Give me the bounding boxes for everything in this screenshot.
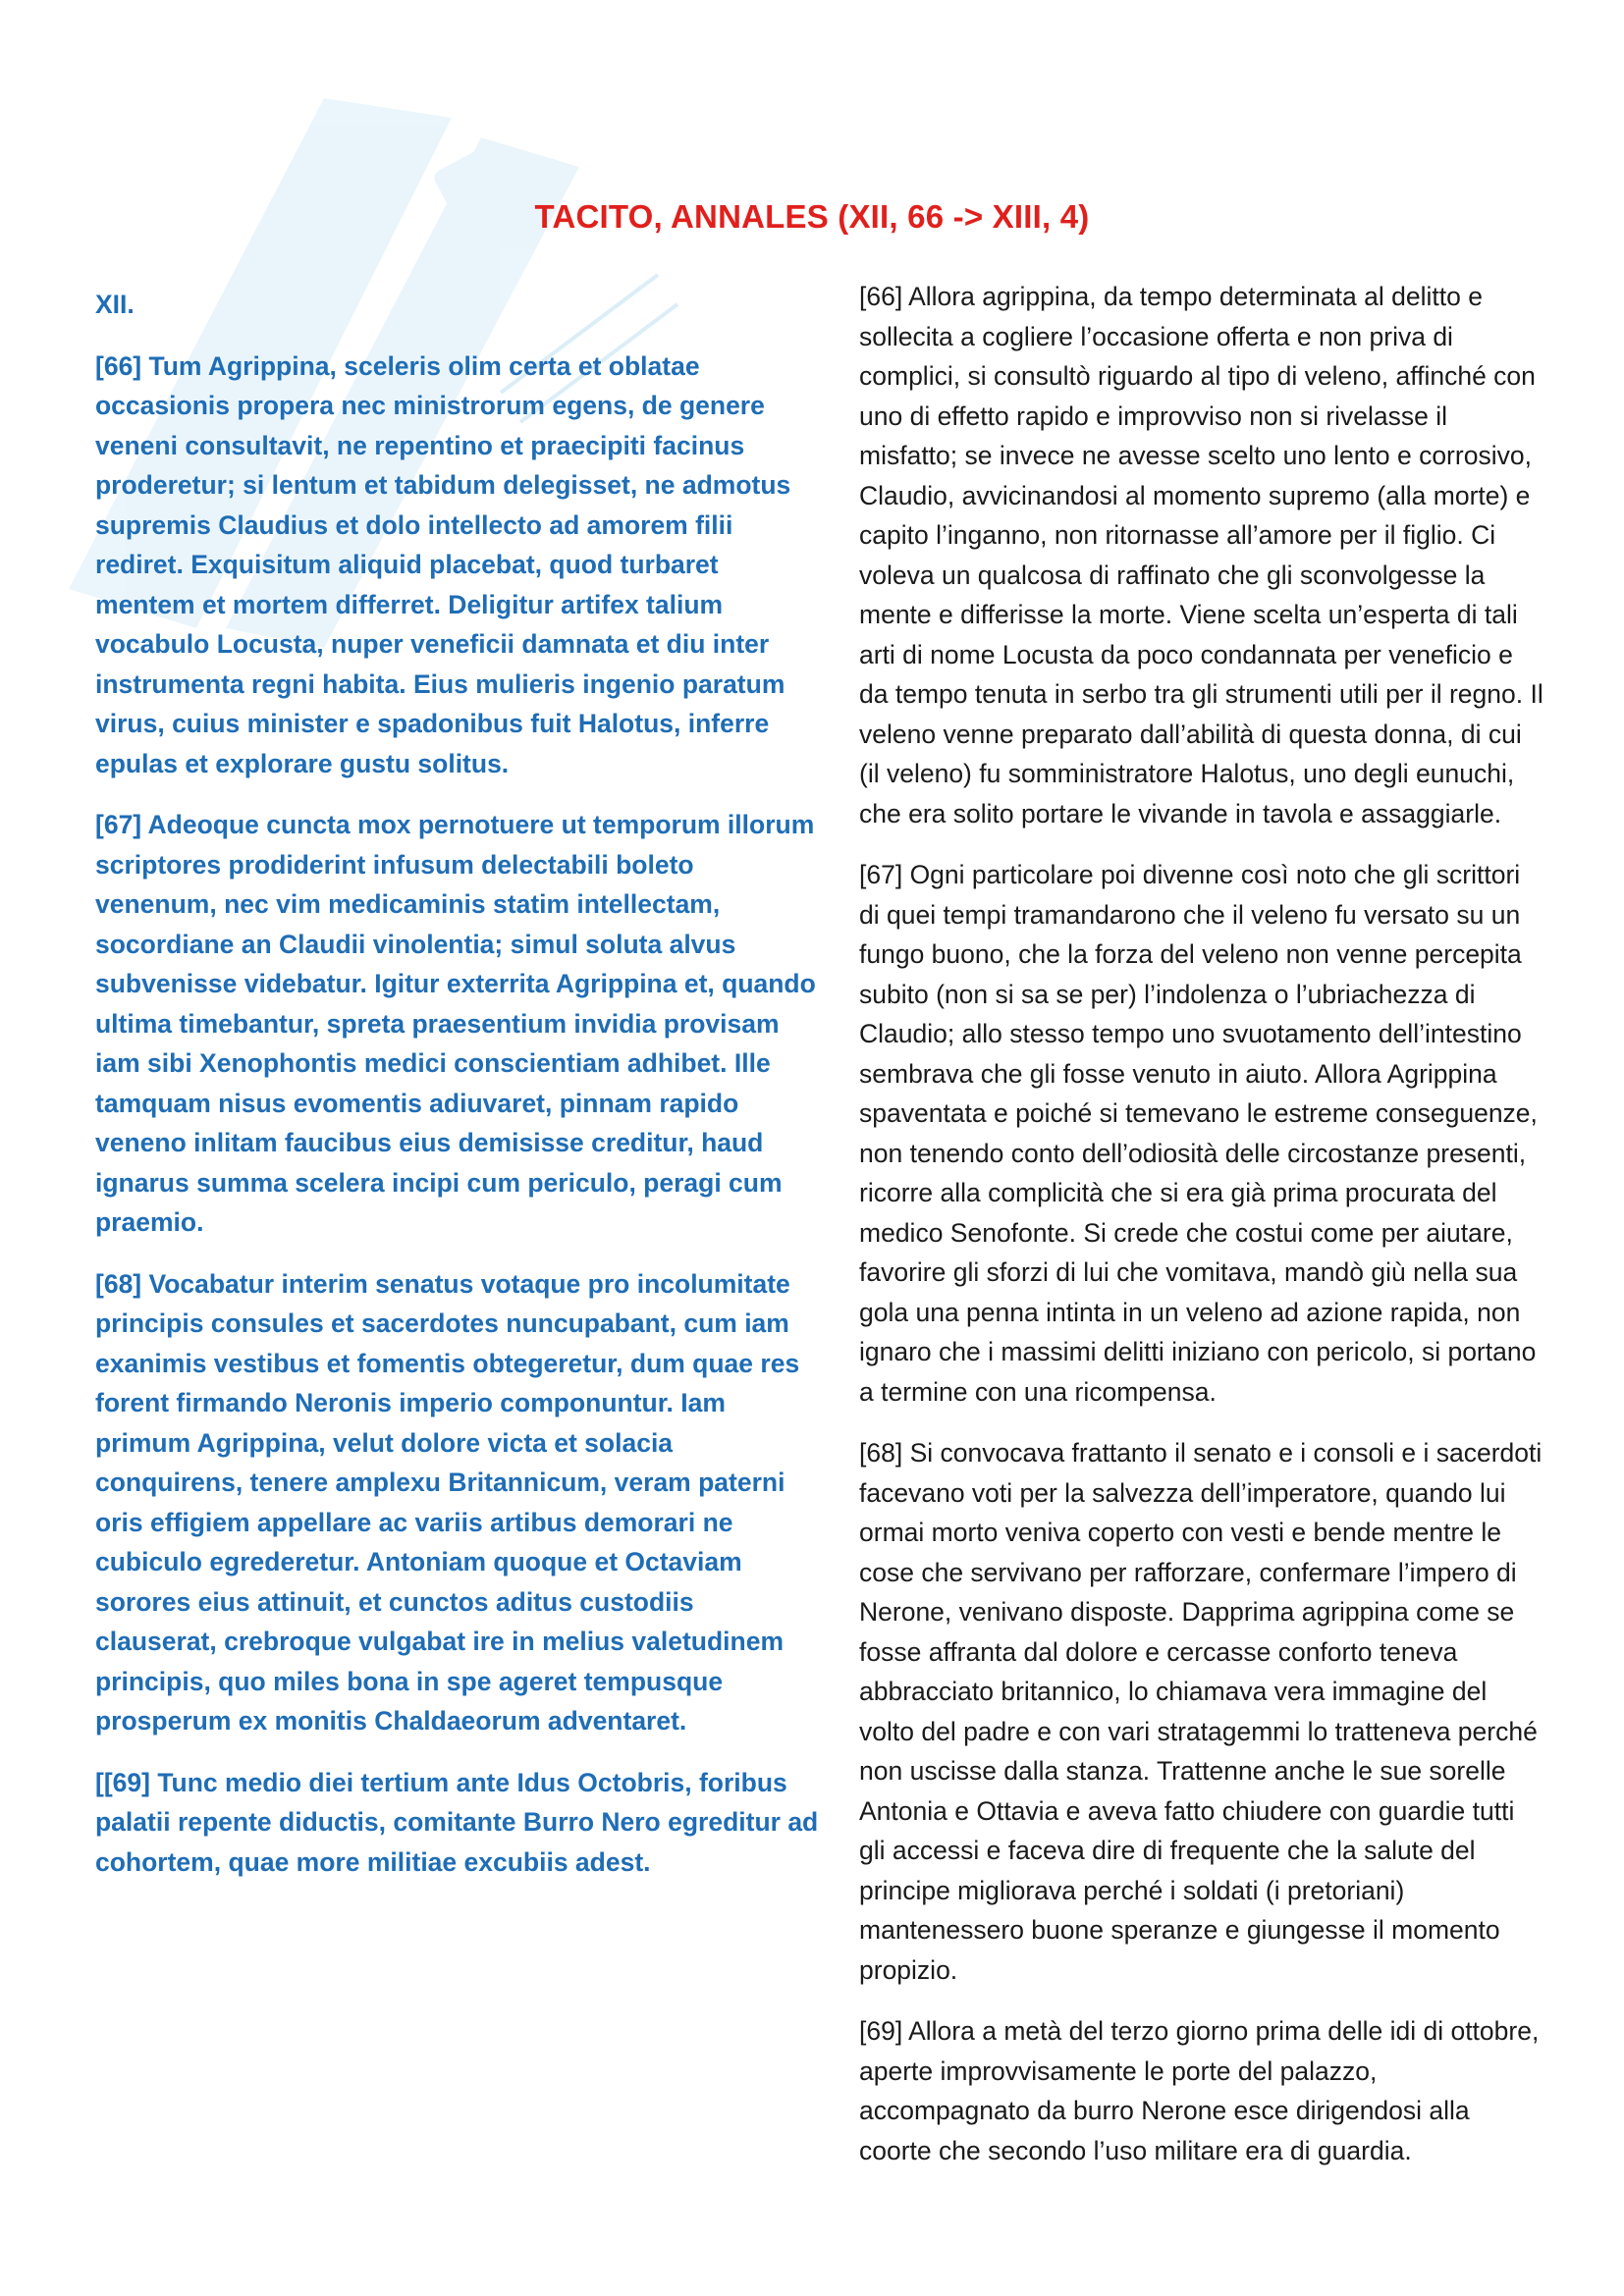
book-heading: XII. xyxy=(95,290,135,319)
italian-paragraph-66: [66] Allora agrippina, da tempo determinata al delitto e sollecita a cogliere l’occasione offerta e non priva di complici, si consultò riguardo al tipo di veleno, affinché con uno di effetto rapido e improvviso non si rivelasse il misfatto; se invece ne avesse scelto uno lento e corrosivo, Claudio, avvicinandosi al momento supremo (alla morte) e capito l’inganno, non ritornasse all’amore per il figlio. Ci voleva un qualcosa di raffinato che gli sconvolgesse la mente e differisse la morte. Viene scelta un’esperta di tali arti di nome Locusta da poco condannata per veneficio e da tempo tenuta in serbo tra gli strumenti utili per il regno. Il veleno venne preparato dall’abilità di questa donna, di cui (il veleno) fu somministratore Halotus, uno degli eunuchi, che era solito portare le vivande in tavola e assaggiarle. xyxy=(859,282,1543,828)
document-title: TACITO, ANNALES (XII, 66 -> XIII, 4) xyxy=(534,198,1090,235)
italian-translation-column xyxy=(859,277,1546,2192)
italian-paragraph-67: [67] Ogni particolare poi divenne così noto che gli scrittori di quei tempi tramandarono che il veleno fu versato su un fungo buono, che la forza del veleno non venne percepita subito (non si sa se per) l’indolenza o l’ubriachezza di Claudio; allo stesso tempo uno svuotamento dell’intestino sembrava che gli fosse venuto in aiuto. Allora Agrippina spaventata e poiché si temevano le estreme conseguenze, non tenendo conto dell’odiosità delle circostanze presenti, ricorre alla complicità che si era già prima procurata del medico Senofonte. Si crede che costui come per aiutare, favorire gli sforzi di lui che vomitava, mandò giù nella sua gola una penna intinta in un veleno ad azione rapida, non ignaro che i massimi delitti iniziano con pericolo, si portano a termine con una ricompensa. xyxy=(859,860,1538,1407)
latin-text-column xyxy=(95,285,820,1903)
latin-paragraph-67: [67] Adeoque cuncta mox pernotuere ut temporum illorum scriptores prodiderint infusum delectabili boleto venenum, nec vim medicaminis statim intellectam, socordiane an Claudii vinolentia; simul soluta alvus subvenisse videbatur. Igitur exterrita Agrippina et, quando ultima timebantur, spreta praesentium invidia provisam iam sibi Xenophontis medici conscientiam adhibet. Ille tamquam nisus evomentis adiuvaret, pinnam rapido veneno inlitam faucibus eius demisisse creditur, haud ignarus summa scelera incipi cum periculo, peragi cum praemio. xyxy=(95,810,816,1237)
italian-paragraph-69: [69] Allora a metà del terzo giorno prima delle idi di ottobre, aperte improvvisamente le porte del palazzo, accompagnato da burro Nerone esce dirigendosi alla coorte che secondo l’uso militare era di guardia. xyxy=(859,2016,1540,2165)
italian-paragraph-68: [68] Si convocava frattanto il senato e i consoli e i sacerdoti facevano voti per la salvezza dell’imperatore, quando lui ormai morto veniva coperto con vesti e bende mentre le cose che servivano per rafforzare, confermare l’impero di Nerone, venivano disposte. Dapprima agrippina come se fosse affranta dal dolore e cercasse conforto teneva abbracciato britannico, lo chiamava vera immagine del volto del padre e con vari stratagemmi lo tratteneva perché non uscisse dalla stanza. Trattenne anche le sue sorelle Antonia e Ottavia e aveva fatto chiudere con guardie tutti gli accessi e faceva dire di frequente che la salute del principe migliorava perché i soldati (i pretoriani) mantenessero buone speranze e giungesse il momento propizio. xyxy=(859,1438,1543,1985)
latin-paragraph-66: [66] Tum Agrippina, sceleris olim certa et oblatae occasionis propera nec ministrorum egens, de genere veneni consultavit, ne repentino et praecipiti facinus proderetur; si lentum et tabidum delegisset, ne admotus supremis Claudius et dolo intellecto ad amorem filii rediret. Exquisitum aliquid placebat, quod turbaret mentem et mortem differret. Deligitur artifex talium vocabulo Locusta, nuper veneficii damnata et diu inter instrumenta regni habita. Eius mulieris ingenio paratum virus, cuius minister e spadonibus fuit Halotus, inferre epulas et explorare gustu solitus. xyxy=(95,350,791,778)
latin-paragraph-68: [68] Vocabatur interim senatus votaque pro incolumitate principis consules et sacerdotes nuncupabant, cum iam exanimis vestibus et fomentis obtegeretur, dum quae res forent firmando Neronis imperio componuntur. Iam primum Agrippina, velut dolore victa et solacia conquirens, tenere amplexu Britannicum, veram paterni oris effigiem appellare ac variis artibus demorari ne cubiculo egrederetur. Antoniam quoque et Octaviam sorores eius attinuit, et cunctos aditus custodiis clauserat, crebroque vulgabat ire in melius valetudinem principis, quo miles bona in spe ageret tempusque prosperum ex monitis Chaldaeorum adventaret. xyxy=(95,1268,800,1735)
latin-paragraph-69: [[69] Tunc medio diei tertium ante Idus Octobris, foribus palatii repente diductis, comitante Burro Nero egreditur ad cohortem, quae more militiae excubiis adest. xyxy=(95,1767,819,1877)
